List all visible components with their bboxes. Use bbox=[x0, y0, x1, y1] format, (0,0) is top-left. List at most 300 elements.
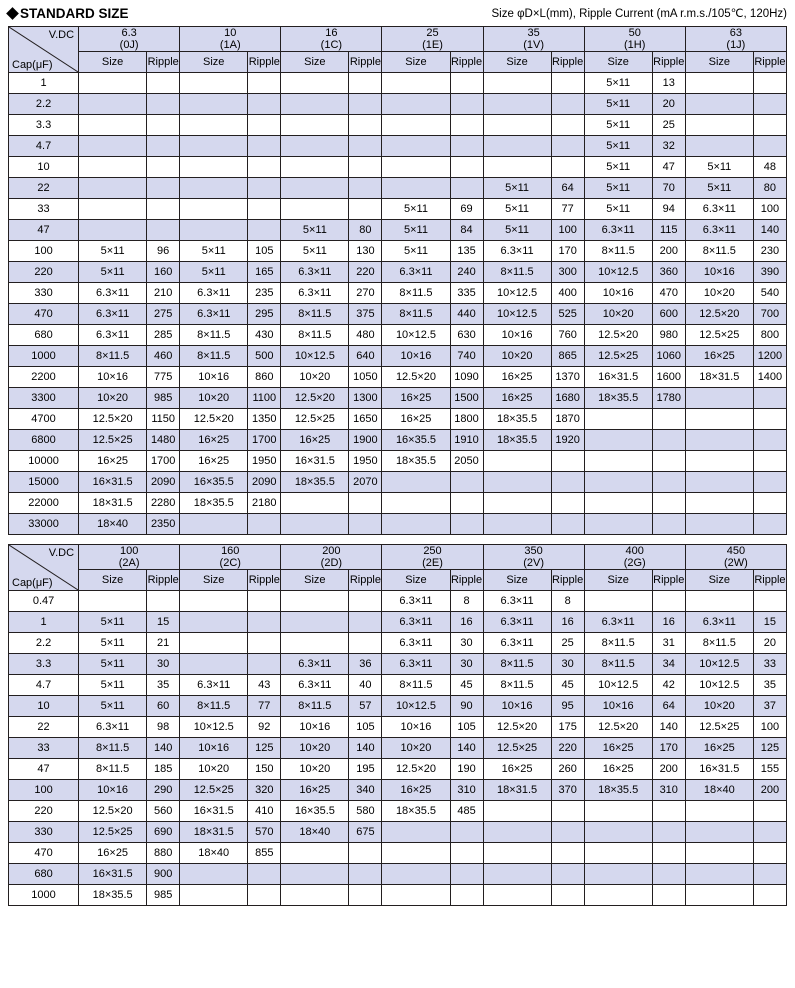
ripple-column-header: Ripple bbox=[551, 570, 584, 591]
ripple-cell: 865 bbox=[551, 346, 584, 367]
size-column-header: Size bbox=[584, 570, 652, 591]
ripple-cell: 125 bbox=[753, 738, 786, 759]
size-cell bbox=[685, 94, 753, 115]
ripple-cell: 165 bbox=[248, 262, 281, 283]
ripple-cell: 1650 bbox=[349, 409, 382, 430]
size-cell bbox=[281, 178, 349, 199]
ripple-cell: 310 bbox=[450, 780, 483, 801]
ripple-cell: 69 bbox=[450, 199, 483, 220]
ripple-cell: 235 bbox=[248, 283, 281, 304]
size-cell bbox=[79, 157, 147, 178]
ripple-column-header: Ripple bbox=[248, 52, 281, 73]
size-cell: 10×20 bbox=[79, 388, 147, 409]
table-row bbox=[9, 675, 787, 696]
ripple-cell: 525 bbox=[551, 304, 584, 325]
size-cell: 6.3×11 bbox=[79, 283, 147, 304]
ripple-cell bbox=[652, 493, 685, 514]
size-cell: 16×31.5 bbox=[584, 367, 652, 388]
size-cell bbox=[483, 864, 551, 885]
ripple-cell: 32 bbox=[652, 136, 685, 157]
size-cell bbox=[685, 843, 753, 864]
ripple-cell: 2350 bbox=[147, 514, 180, 535]
size-cell: 10×12.5 bbox=[584, 675, 652, 696]
capacitance-cell: 680 bbox=[9, 325, 79, 346]
table-row bbox=[9, 262, 787, 283]
ripple-cell: 57 bbox=[349, 696, 382, 717]
size-cell: 8×11.5 bbox=[79, 346, 147, 367]
ripple-cell: 700 bbox=[753, 304, 786, 325]
ripple-cell: 1910 bbox=[450, 430, 483, 451]
size-cell: 10×16 bbox=[382, 346, 450, 367]
ripple-cell: 15 bbox=[147, 612, 180, 633]
size-cell bbox=[180, 199, 248, 220]
ripple-cell bbox=[753, 73, 786, 94]
standard-size-table-high-voltage bbox=[8, 544, 787, 906]
voltage-group-header: 200 (2D) bbox=[281, 545, 382, 570]
size-cell: 5×11 bbox=[584, 94, 652, 115]
size-cell: 10×12.5 bbox=[382, 325, 450, 346]
ripple-cell bbox=[551, 157, 584, 178]
size-cell bbox=[685, 451, 753, 472]
size-cell: 5×11 bbox=[382, 241, 450, 262]
ripple-cell: 260 bbox=[551, 759, 584, 780]
ripple-column-header: Ripple bbox=[147, 570, 180, 591]
ripple-cell: 2280 bbox=[147, 493, 180, 514]
size-cell: 5×11 bbox=[180, 262, 248, 283]
ripple-cell: 855 bbox=[248, 843, 281, 864]
voltage-group-header: 63 (1J) bbox=[685, 27, 786, 52]
capacitance-cell: 1 bbox=[9, 73, 79, 94]
ripple-cell bbox=[349, 514, 382, 535]
size-cell: 8×11.5 bbox=[382, 675, 450, 696]
size-cell: 6.3×11 bbox=[382, 612, 450, 633]
header-note: Size φD×L(mm), Ripple Current (mA r.m.s./105℃, 120Hz) bbox=[491, 8, 787, 20]
ripple-cell bbox=[349, 199, 382, 220]
size-cell: 5×11 bbox=[584, 199, 652, 220]
ripple-cell bbox=[652, 451, 685, 472]
ripple-cell: 1150 bbox=[147, 409, 180, 430]
size-cell bbox=[382, 514, 450, 535]
ripple-cell: 155 bbox=[753, 759, 786, 780]
ripple-cell: 985 bbox=[147, 388, 180, 409]
ripple-cell: 96 bbox=[147, 241, 180, 262]
ripple-column-header: Ripple bbox=[450, 570, 483, 591]
ripple-cell: 1480 bbox=[147, 430, 180, 451]
size-cell: 6.3×11 bbox=[382, 591, 450, 612]
ripple-cell: 2090 bbox=[248, 472, 281, 493]
size-column-header: Size bbox=[281, 570, 349, 591]
size-cell bbox=[180, 73, 248, 94]
ripple-cell bbox=[349, 115, 382, 136]
size-cell: 10×20 bbox=[483, 346, 551, 367]
size-cell bbox=[382, 157, 450, 178]
ripple-cell: 80 bbox=[753, 178, 786, 199]
ripple-cell bbox=[753, 843, 786, 864]
ripple-cell bbox=[450, 136, 483, 157]
voltage-group-header: 10 (1A) bbox=[180, 27, 281, 52]
ripple-cell bbox=[248, 115, 281, 136]
size-cell: 18×35.5 bbox=[281, 472, 349, 493]
size-cell: 12.5×20 bbox=[584, 325, 652, 346]
size-cell: 16×25 bbox=[180, 430, 248, 451]
ripple-cell: 800 bbox=[753, 325, 786, 346]
capacitance-cell: 4700 bbox=[9, 409, 79, 430]
table-row bbox=[9, 199, 787, 220]
table-row bbox=[9, 780, 787, 801]
size-cell: 12.5×20 bbox=[382, 759, 450, 780]
capacitance-cell: 2.2 bbox=[9, 633, 79, 654]
ripple-cell bbox=[551, 885, 584, 906]
ripple-cell: 470 bbox=[652, 283, 685, 304]
size-cell: 8×11.5 bbox=[685, 241, 753, 262]
ripple-cell: 480 bbox=[349, 325, 382, 346]
capacitance-cell: 2200 bbox=[9, 367, 79, 388]
ripple-cell bbox=[551, 451, 584, 472]
capacitance-cell: 220 bbox=[9, 262, 79, 283]
size-cell bbox=[483, 94, 551, 115]
size-cell bbox=[483, 801, 551, 822]
size-column-header: Size bbox=[79, 52, 147, 73]
ripple-cell bbox=[248, 178, 281, 199]
size-cell bbox=[180, 885, 248, 906]
size-cell: 5×11 bbox=[685, 157, 753, 178]
size-cell: 12.5×20 bbox=[281, 388, 349, 409]
ripple-cell bbox=[652, 843, 685, 864]
ripple-cell bbox=[450, 472, 483, 493]
ripple-cell: 195 bbox=[349, 759, 382, 780]
ripple-cell bbox=[753, 136, 786, 157]
ripple-cell bbox=[551, 136, 584, 157]
table-row bbox=[9, 388, 787, 409]
ripple-cell bbox=[551, 822, 584, 843]
ripple-cell: 220 bbox=[551, 738, 584, 759]
size-cell: 16×25 bbox=[584, 759, 652, 780]
ripple-cell: 100 bbox=[753, 717, 786, 738]
voltage-group-header: 160 (2C) bbox=[180, 545, 281, 570]
ripple-column-header: Ripple bbox=[349, 52, 382, 73]
ripple-cell bbox=[147, 115, 180, 136]
ripple-column-header: Ripple bbox=[147, 52, 180, 73]
cap-label: Cap(μF) bbox=[12, 59, 53, 71]
size-column-header: Size bbox=[281, 52, 349, 73]
ripple-cell bbox=[450, 514, 483, 535]
ripple-cell: 35 bbox=[147, 675, 180, 696]
size-cell: 10×12.5 bbox=[483, 283, 551, 304]
voltage-group-header: 6.3 (0J) bbox=[79, 27, 180, 52]
ripple-cell bbox=[652, 864, 685, 885]
ripple-cell bbox=[753, 94, 786, 115]
size-cell bbox=[685, 493, 753, 514]
size-cell bbox=[382, 822, 450, 843]
ripple-cell bbox=[147, 136, 180, 157]
ripple-column-header: Ripple bbox=[652, 570, 685, 591]
voltage-group-header: 16 (1C) bbox=[281, 27, 382, 52]
size-cell: 16×35.5 bbox=[382, 430, 450, 451]
corner-header bbox=[9, 545, 79, 591]
size-cell: 16×31.5 bbox=[281, 451, 349, 472]
table-row bbox=[9, 696, 787, 717]
size-cell bbox=[483, 843, 551, 864]
table-row bbox=[9, 472, 787, 493]
size-cell bbox=[483, 514, 551, 535]
ripple-cell: 900 bbox=[147, 864, 180, 885]
size-cell bbox=[281, 843, 349, 864]
ripple-cell bbox=[753, 430, 786, 451]
ripple-cell bbox=[551, 864, 584, 885]
size-cell: 18×40 bbox=[180, 843, 248, 864]
size-cell bbox=[685, 822, 753, 843]
table-row bbox=[9, 346, 787, 367]
size-cell: 12.5×25 bbox=[79, 822, 147, 843]
table-row bbox=[9, 136, 787, 157]
size-cell: 10×12.5 bbox=[685, 675, 753, 696]
size-cell: 6.3×11 bbox=[180, 675, 248, 696]
table-row bbox=[9, 738, 787, 759]
size-cell: 6.3×11 bbox=[79, 325, 147, 346]
capacitance-cell: 4.7 bbox=[9, 675, 79, 696]
size-cell bbox=[180, 220, 248, 241]
size-cell: 6.3×11 bbox=[281, 283, 349, 304]
ripple-cell: 200 bbox=[652, 241, 685, 262]
ripple-cell bbox=[450, 493, 483, 514]
size-cell bbox=[281, 591, 349, 612]
size-cell: 12.5×25 bbox=[584, 346, 652, 367]
capacitance-cell: 330 bbox=[9, 283, 79, 304]
ripple-cell: 45 bbox=[450, 675, 483, 696]
size-cell: 10×20 bbox=[281, 759, 349, 780]
ripple-cell: 140 bbox=[652, 717, 685, 738]
size-cell: 6.3×11 bbox=[483, 241, 551, 262]
size-cell bbox=[382, 864, 450, 885]
ripple-cell: 77 bbox=[551, 199, 584, 220]
ripple-cell: 160 bbox=[147, 262, 180, 283]
size-cell: 16×31.5 bbox=[79, 472, 147, 493]
size-cell: 6.3×11 bbox=[79, 717, 147, 738]
size-cell bbox=[584, 591, 652, 612]
size-cell: 10×12.5 bbox=[584, 262, 652, 283]
size-cell bbox=[584, 451, 652, 472]
size-cell bbox=[180, 94, 248, 115]
size-cell bbox=[79, 136, 147, 157]
ripple-column-header: Ripple bbox=[753, 570, 786, 591]
size-cell: 8×11.5 bbox=[584, 654, 652, 675]
size-cell: 18×40 bbox=[79, 514, 147, 535]
size-cell: 8×11.5 bbox=[584, 241, 652, 262]
size-cell bbox=[382, 94, 450, 115]
ripple-cell: 25 bbox=[551, 633, 584, 654]
ripple-cell: 1400 bbox=[753, 367, 786, 388]
size-cell: 8×11.5 bbox=[584, 633, 652, 654]
ripple-cell bbox=[551, 115, 584, 136]
capacitance-cell: 47 bbox=[9, 220, 79, 241]
size-cell: 10×16 bbox=[79, 367, 147, 388]
size-cell: 12.5×20 bbox=[483, 717, 551, 738]
ripple-cell: 48 bbox=[753, 157, 786, 178]
ripple-cell: 47 bbox=[652, 157, 685, 178]
size-cell: 5×11 bbox=[483, 220, 551, 241]
ripple-cell: 675 bbox=[349, 822, 382, 843]
size-cell: 10×16 bbox=[180, 367, 248, 388]
size-cell: 10×16 bbox=[483, 325, 551, 346]
size-column-header: Size bbox=[483, 570, 551, 591]
size-cell: 12.5×25 bbox=[483, 738, 551, 759]
ripple-cell: 500 bbox=[248, 346, 281, 367]
size-cell: 5×11 bbox=[584, 136, 652, 157]
ripple-column-header: Ripple bbox=[753, 52, 786, 73]
ripple-cell bbox=[753, 822, 786, 843]
size-cell bbox=[79, 199, 147, 220]
size-cell: 8×11.5 bbox=[483, 675, 551, 696]
ripple-cell: 860 bbox=[248, 367, 281, 388]
size-cell bbox=[483, 115, 551, 136]
ripple-cell: 94 bbox=[652, 199, 685, 220]
size-cell: 5×11 bbox=[685, 178, 753, 199]
size-cell: 16×25 bbox=[584, 738, 652, 759]
ripple-cell: 105 bbox=[349, 717, 382, 738]
ripple-cell: 30 bbox=[147, 654, 180, 675]
size-cell bbox=[584, 409, 652, 430]
ripple-cell: 25 bbox=[652, 115, 685, 136]
size-cell bbox=[281, 115, 349, 136]
size-cell bbox=[382, 843, 450, 864]
size-cell bbox=[281, 94, 349, 115]
ripple-cell: 140 bbox=[753, 220, 786, 241]
ripple-cell: 105 bbox=[450, 717, 483, 738]
size-cell: 18×31.5 bbox=[685, 367, 753, 388]
ripple-cell bbox=[753, 388, 786, 409]
table-row bbox=[9, 178, 787, 199]
ripple-cell: 310 bbox=[652, 780, 685, 801]
size-cell bbox=[382, 115, 450, 136]
size-cell bbox=[685, 115, 753, 136]
size-cell: 18×35.5 bbox=[584, 388, 652, 409]
ripple-cell: 42 bbox=[652, 675, 685, 696]
ripple-cell: 2090 bbox=[147, 472, 180, 493]
ripple-cell: 135 bbox=[450, 241, 483, 262]
size-cell: 10×16 bbox=[281, 717, 349, 738]
size-cell: 18×35.5 bbox=[483, 409, 551, 430]
size-cell: 6.3×11 bbox=[281, 675, 349, 696]
ripple-cell: 1600 bbox=[652, 367, 685, 388]
ripple-cell: 210 bbox=[147, 283, 180, 304]
size-cell: 5×11 bbox=[79, 241, 147, 262]
corner-header bbox=[9, 27, 79, 73]
table-row bbox=[9, 885, 787, 906]
ripple-cell bbox=[551, 514, 584, 535]
ripple-cell: 230 bbox=[753, 241, 786, 262]
size-cell bbox=[281, 514, 349, 535]
ripple-cell: 140 bbox=[349, 738, 382, 759]
page-header bbox=[8, 6, 787, 21]
size-cell: 12.5×20 bbox=[79, 801, 147, 822]
capacitance-cell: 2.2 bbox=[9, 94, 79, 115]
size-cell bbox=[281, 864, 349, 885]
size-cell: 12.5×25 bbox=[685, 717, 753, 738]
ripple-cell bbox=[652, 591, 685, 612]
ripple-cell bbox=[450, 843, 483, 864]
ripple-cell: 80 bbox=[349, 220, 382, 241]
capacitance-cell: 100 bbox=[9, 241, 79, 262]
ripple-cell bbox=[450, 822, 483, 843]
size-cell: 6.3×11 bbox=[685, 199, 753, 220]
ripple-cell bbox=[147, 73, 180, 94]
size-cell bbox=[584, 822, 652, 843]
ripple-cell: 1700 bbox=[147, 451, 180, 472]
ripple-cell bbox=[147, 199, 180, 220]
ripple-cell bbox=[349, 633, 382, 654]
ripple-cell bbox=[349, 843, 382, 864]
size-cell bbox=[584, 430, 652, 451]
ripple-cell bbox=[248, 514, 281, 535]
size-cell: 6.3×11 bbox=[180, 304, 248, 325]
table-header-subrow bbox=[9, 52, 787, 73]
size-cell: 12.5×20 bbox=[584, 717, 652, 738]
size-cell bbox=[685, 885, 753, 906]
voltage-group-header: 400 (2G) bbox=[584, 545, 685, 570]
ripple-cell bbox=[349, 157, 382, 178]
ripple-cell: 31 bbox=[652, 633, 685, 654]
ripple-cell: 37 bbox=[753, 696, 786, 717]
size-cell: 10×20 bbox=[685, 283, 753, 304]
table-header-voltage-row bbox=[9, 545, 787, 570]
ripple-cell: 580 bbox=[349, 801, 382, 822]
size-cell: 5×11 bbox=[180, 241, 248, 262]
ripple-cell: 1870 bbox=[551, 409, 584, 430]
capacitance-cell: 33 bbox=[9, 199, 79, 220]
ripple-cell: 8 bbox=[450, 591, 483, 612]
size-cell: 8×11.5 bbox=[382, 283, 450, 304]
size-cell: 10×20 bbox=[180, 759, 248, 780]
size-cell bbox=[79, 73, 147, 94]
size-cell: 6.3×11 bbox=[382, 654, 450, 675]
size-cell bbox=[584, 801, 652, 822]
size-cell: 8×11.5 bbox=[79, 759, 147, 780]
ripple-cell bbox=[753, 493, 786, 514]
ripple-cell: 440 bbox=[450, 304, 483, 325]
ripple-cell bbox=[147, 94, 180, 115]
size-cell bbox=[584, 472, 652, 493]
ripple-cell: 1500 bbox=[450, 388, 483, 409]
ripple-cell bbox=[652, 801, 685, 822]
size-cell: 6.3×11 bbox=[79, 304, 147, 325]
capacitance-cell: 33000 bbox=[9, 514, 79, 535]
ripple-cell: 1350 bbox=[248, 409, 281, 430]
size-cell: 18×40 bbox=[281, 822, 349, 843]
ripple-cell bbox=[248, 136, 281, 157]
size-cell bbox=[281, 493, 349, 514]
table-row bbox=[9, 94, 787, 115]
table-row bbox=[9, 514, 787, 535]
size-cell: 6.3×11 bbox=[685, 612, 753, 633]
capacitance-cell: 47 bbox=[9, 759, 79, 780]
capacitance-cell: 22 bbox=[9, 717, 79, 738]
ripple-cell: 100 bbox=[551, 220, 584, 241]
ripple-cell: 880 bbox=[147, 843, 180, 864]
size-cell bbox=[79, 178, 147, 199]
size-cell: 18×35.5 bbox=[584, 780, 652, 801]
size-cell bbox=[685, 409, 753, 430]
ripple-cell: 460 bbox=[147, 346, 180, 367]
ripple-cell: 285 bbox=[147, 325, 180, 346]
voltage-group-header: 350 (2V) bbox=[483, 545, 584, 570]
ripple-cell bbox=[753, 451, 786, 472]
size-cell: 8×11.5 bbox=[685, 633, 753, 654]
size-cell: 5×11 bbox=[483, 199, 551, 220]
ripple-cell: 115 bbox=[652, 220, 685, 241]
size-cell: 12.5×25 bbox=[180, 780, 248, 801]
size-cell: 18×35.5 bbox=[79, 885, 147, 906]
size-cell bbox=[281, 136, 349, 157]
